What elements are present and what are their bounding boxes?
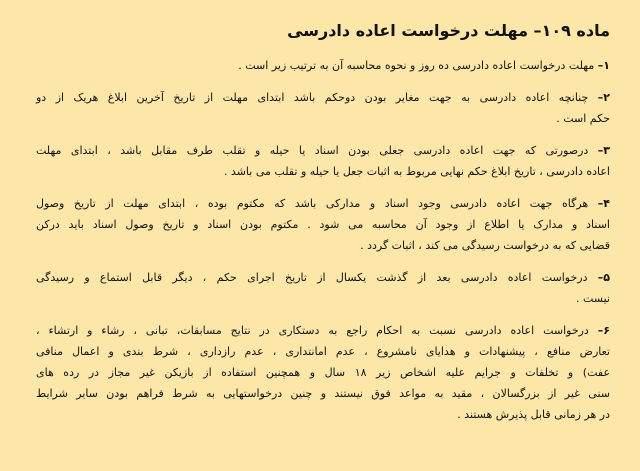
- article-title: ماده ۱۰۹– مهلت درخواست اعاده دادرسی: [287, 21, 610, 40]
- clause-text: چنانچه اعاده دادرسی به جهت مغایر بودن دوحکم باشد ابتدای مهلت از تاریخ آخرین ابلاغ هریک از دو: [36, 91, 589, 104]
- clause-text: هرگاه جهت اعاده دادرسی وجود اسناد و مدارکی باشد که مکتوم بوده ، ابتدای مهلت از تاریخ وصول: [36, 197, 589, 210]
- clause-text: مهلت درخواست اعاده دادرسی ده روز و نحوه محاسبه آن به ترتیب زیر است .: [238, 59, 595, 72]
- clause-text: تعارض منافع ، پیشنهادات و هدایای نامشروع ، عدم امانتداری ، عدم رازداری ، شرط بندی و اعمال منافی: [36, 345, 610, 358]
- clause-text: نیست .: [576, 292, 610, 305]
- clause-text: حکم است .: [556, 112, 610, 125]
- clause-number: ۴–: [597, 197, 610, 210]
- clause-paragraph: [36, 193, 610, 256]
- clause-paragraph: [36, 267, 610, 309]
- clause-line: [36, 362, 610, 383]
- clause-text: اسناد و مدارک یا اطلاع از وجود آن محاسبه می شود . مکتوم بودن اسناد و تاریخ وصول اسناد باید درکن: [36, 218, 610, 231]
- clause-line: [36, 235, 610, 256]
- clause-line: [36, 87, 610, 108]
- clause-number: ۱–: [597, 59, 610, 72]
- clause-line: [36, 320, 610, 341]
- clause-line: [36, 341, 610, 362]
- clause-line: [36, 140, 610, 161]
- clause-line: [36, 404, 610, 425]
- clause-text: درخواست اعاده دادرسی بعد از گذشت یکسال از تاریخ اجرای حکم ، دیگر قابل استماع و رسیدگی: [36, 271, 588, 284]
- clause-text: قضایی که به درخواست رسیدگی می کند ، اثبات گردد .: [360, 239, 610, 252]
- clause-line: [36, 161, 610, 182]
- clause-number: ۶–: [597, 324, 610, 337]
- clause-paragraph: [36, 140, 610, 182]
- clause-line: [36, 193, 610, 214]
- clause-line: [36, 383, 610, 404]
- clause-paragraph: [36, 87, 610, 129]
- clause-line: [36, 267, 610, 288]
- clause-paragraph: [36, 320, 610, 425]
- clause-line: [36, 55, 610, 76]
- clause-text: عفت) و تخلفات و جرایم علیه اشخاص زیر ۱۸ سال و همچنین استفاده از بازیکن غیر مجاز در رده های: [36, 366, 611, 379]
- clause-text: در هر زمانی قابل پذیرش هستند .: [457, 408, 610, 421]
- clause-line: [36, 288, 610, 309]
- clause-number: ۲–: [597, 91, 611, 104]
- clause-text: درخواست اعاده دادرسی نسبت به احکام راجع به دستکاری در نتایج مسابقات، تبانی ، رشاء و ارتشاء ،: [36, 324, 589, 337]
- clause-text: سنی غیر از بزرگسالان ، مقید به مواعد فوق نیستند و چنین درخواستهایی به شرط فراهم بودن سایر شرایط: [36, 387, 610, 400]
- article-body: [36, 55, 610, 425]
- clause-paragraph: [36, 55, 610, 76]
- clause-line: [36, 108, 610, 129]
- clause-number: ۳–: [597, 144, 610, 157]
- clause-text: اعاده دادرسی ، تاریخ ابلاغ حکم نهایی مربوط به اثبات جعل یا حیله و تقلب می باشد .: [223, 165, 610, 178]
- clause-text: درصورتی که جهت اعاده دادرسی جعلی بودن اسناد یا حیله و تقلب طرف مقابل باشد ، ابتدای مهلت: [36, 144, 589, 157]
- clause-line: [36, 214, 610, 235]
- clause-number: ۵–: [597, 271, 611, 284]
